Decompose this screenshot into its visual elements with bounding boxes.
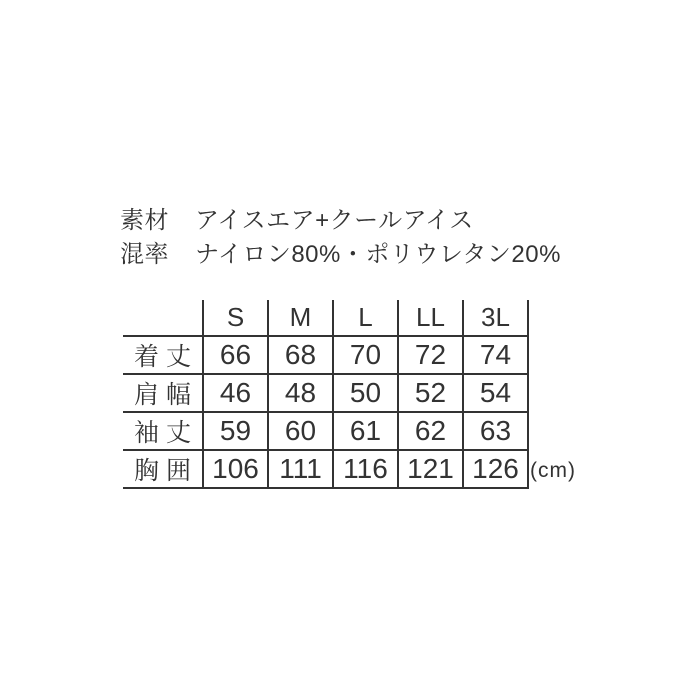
cell-value: 74	[463, 336, 528, 374]
row-label-shoulder-width: 肩幅	[123, 374, 203, 412]
size-column-header-s: S	[203, 300, 268, 336]
blend-ratio-label: 混率	[120, 241, 169, 268]
cell-value: 61	[333, 412, 398, 450]
cell-value: 111	[268, 450, 333, 488]
unit-label: (cm)	[530, 459, 576, 482]
cell-value: 62	[398, 412, 463, 450]
row-label-chest: 胸囲	[123, 450, 203, 488]
table-row-shoulder-width	[123, 374, 528, 412]
cell-value: 63	[463, 412, 528, 450]
cell-value: 72	[398, 336, 463, 374]
size-column-header-m: M	[268, 300, 333, 336]
material-value: アイスエア+クールアイス	[195, 207, 474, 234]
cell-value: 68	[268, 336, 333, 374]
cell-value: 48	[268, 374, 333, 412]
size-column-header-l: L	[333, 300, 398, 336]
cell-value: 60	[268, 412, 333, 450]
cell-value: 52	[398, 374, 463, 412]
material-info-block	[120, 204, 561, 272]
corner-cell	[123, 300, 203, 336]
size-column-header-ll: LL	[398, 300, 463, 336]
cell-value: 126	[463, 450, 528, 488]
cell-value: 54	[463, 374, 528, 412]
row-label-sleeve-length: 袖丈	[123, 412, 203, 450]
cell-value: 70	[333, 336, 398, 374]
blend-ratio-row	[120, 238, 561, 272]
table-row-chest	[123, 450, 528, 488]
cell-value: 59	[203, 412, 268, 450]
size-column-header-3l: 3L	[463, 300, 528, 336]
cell-value: 46	[203, 374, 268, 412]
material-label: 素材	[120, 207, 169, 234]
size-header-row	[123, 300, 528, 336]
table-row-body-length	[123, 336, 528, 374]
material-row	[120, 204, 561, 238]
blend-ratio-value: ナイロン80%・ポリウレタン20%	[195, 241, 561, 268]
row-label-body-length: 着丈	[123, 336, 203, 374]
cell-value: 121	[398, 450, 463, 488]
cell-value: 106	[203, 450, 268, 488]
table-row-sleeve-length	[123, 412, 528, 450]
cell-value: 66	[203, 336, 268, 374]
cell-value: 116	[333, 450, 398, 488]
size-chart-table	[123, 300, 529, 489]
cell-value: 50	[333, 374, 398, 412]
